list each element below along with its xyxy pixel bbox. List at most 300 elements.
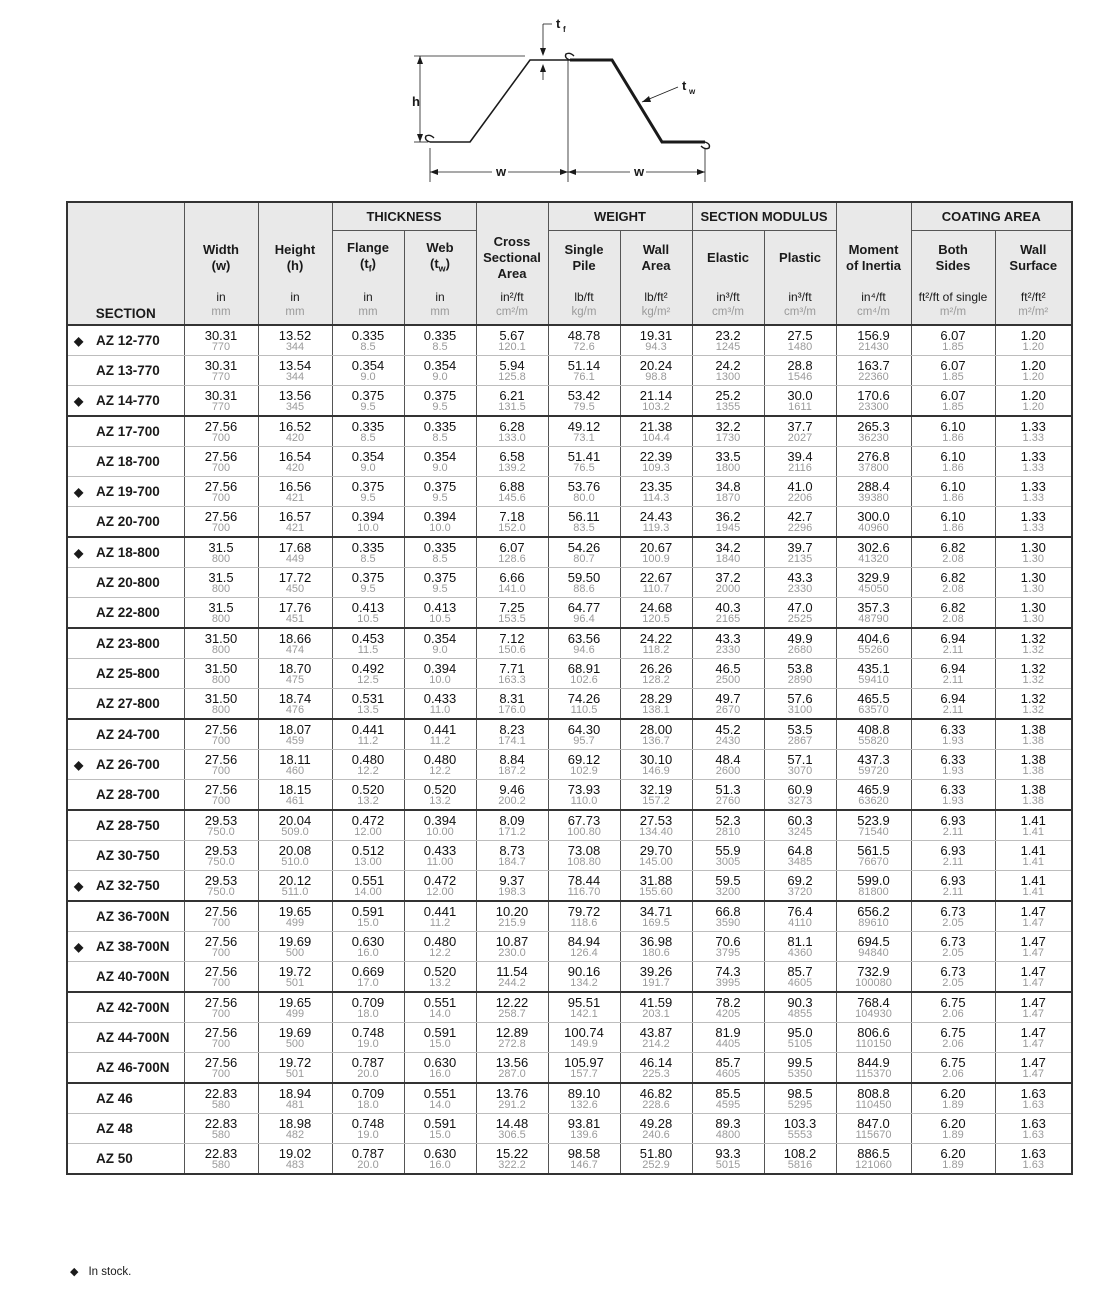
metric-value: 1.93 — [942, 734, 964, 747]
metric-value: 240.6 — [642, 1128, 670, 1141]
value-cell — [836, 810, 911, 841]
imperial-value: 47.0 — [787, 599, 813, 615]
value-cell — [332, 416, 404, 447]
value-cell — [836, 628, 911, 659]
imperial-value: 37.7 — [787, 418, 813, 434]
imperial-value: 0.394 — [423, 660, 457, 676]
column-unit-3 — [404, 285, 476, 325]
value-cell — [184, 598, 258, 629]
value-cell — [995, 386, 1072, 417]
metric-value: 4605 — [715, 1067, 741, 1080]
imperial-value: 24.22 — [639, 630, 673, 646]
metric-value: 134.2 — [570, 976, 598, 989]
value-cell — [548, 416, 620, 447]
metric-value: 1.33 — [1022, 521, 1044, 534]
value-cell — [184, 537, 258, 568]
value-cell — [258, 447, 332, 477]
value-cell — [995, 1053, 1072, 1084]
value-cell — [404, 477, 476, 507]
value-cell — [692, 1023, 764, 1053]
metric-value: 110.0 — [570, 794, 598, 807]
imperial-value: 1.47 — [1020, 963, 1046, 979]
imperial-value: 64.30 — [567, 721, 601, 737]
imperial-value: 27.56 — [204, 478, 238, 494]
value-cell — [184, 568, 258, 598]
value-cell — [548, 568, 620, 598]
imperial-value: 51.14 — [567, 357, 601, 373]
imperial-value: 0.630 — [423, 1145, 457, 1161]
imperial-value: 28.29 — [639, 690, 673, 706]
metric-value: 153.5 — [498, 612, 526, 625]
value-cell — [995, 992, 1072, 1023]
imperial-value: 28.8 — [787, 357, 813, 373]
section-name: AZ 44-700N — [96, 1030, 170, 1045]
metric-value: 2670 — [715, 703, 741, 716]
metric-value: 1.63 — [1022, 1128, 1044, 1141]
imperial-value: 7.71 — [499, 660, 525, 676]
sheet-pile-profile-diagram — [400, 18, 730, 186]
imperial-value: 0.520 — [351, 781, 385, 797]
imperial-value: 288.4 — [857, 478, 890, 494]
metric-value: 1.38 — [1022, 764, 1044, 777]
metric-value: 9.5 — [432, 582, 448, 595]
imperial-value: 0.472 — [423, 872, 457, 888]
imperial-value: 0.787 — [351, 1145, 385, 1161]
imperial-value: 6.66 — [499, 569, 525, 585]
value-cell — [911, 780, 995, 811]
metric-value: 2.06 — [942, 1067, 964, 1080]
value-cell — [764, 901, 836, 932]
section-name-cell — [67, 810, 184, 841]
metric-value: 1.33 — [1022, 491, 1044, 504]
section-name-cell — [67, 325, 184, 356]
section-name: AZ 13-770 — [96, 363, 160, 378]
imperial-value: 29.53 — [204, 872, 238, 888]
imperial-value: 20.67 — [639, 539, 673, 555]
value-cell — [692, 386, 764, 417]
metric-value: 1.47 — [1022, 1037, 1044, 1050]
imperial-value: 93.3 — [715, 1145, 741, 1161]
value-cell — [995, 780, 1072, 811]
imperial-value: 41.0 — [787, 478, 813, 494]
value-cell — [258, 416, 332, 447]
metric-value: 163.3 — [498, 673, 526, 686]
imperial-value: 156.9 — [857, 327, 890, 343]
value-cell — [184, 659, 258, 689]
metric-value: 1.30 — [1022, 582, 1044, 595]
imperial-value: 0.551 — [423, 1085, 457, 1101]
table-row — [67, 598, 1072, 629]
metric-value: 180.6 — [642, 946, 670, 959]
section-name-cell — [67, 477, 184, 507]
value-cell — [911, 810, 995, 841]
imperial-value: 13.56 — [495, 1054, 529, 1070]
metric-value: 2680 — [787, 643, 813, 656]
column-header-11 — [995, 231, 1072, 286]
imperial-value: 0.354 — [423, 357, 457, 373]
imperial-value: 85.7 — [715, 1054, 741, 1070]
metric-value: 115670 — [855, 1128, 892, 1141]
section-name-cell — [67, 1144, 184, 1175]
metric-value: 4360 — [787, 946, 813, 959]
value-cell — [476, 537, 548, 568]
imperial-value: 27.56 — [204, 963, 238, 979]
value-cell — [404, 719, 476, 750]
column-header-line1: Moment — [848, 241, 899, 257]
value-cell — [995, 325, 1072, 356]
imperial-value: 67.73 — [567, 812, 601, 828]
imperial-value: 0.354 — [423, 630, 457, 646]
value-cell — [404, 1083, 476, 1114]
imperial-value: 43.3 — [715, 630, 741, 646]
section-name-cell — [67, 1083, 184, 1114]
imperial-value: 60.9 — [787, 781, 813, 797]
metric-value: 476 — [285, 703, 305, 716]
imperial-value: 48.78 — [567, 327, 601, 343]
metric-value: 1480 — [787, 340, 813, 353]
imperial-value: 6.20 — [940, 1145, 966, 1161]
value-cell — [184, 325, 258, 356]
table-row — [67, 356, 1072, 386]
metric-value: 700 — [211, 734, 231, 747]
imperial-value: 0.472 — [351, 812, 385, 828]
metric-value: 110.5 — [570, 703, 598, 716]
imperial-value: 523.9 — [857, 812, 890, 828]
metric-value: 1.86 — [942, 431, 964, 444]
value-cell — [620, 1023, 692, 1053]
metric-value: 12.2 — [429, 764, 451, 777]
value-cell — [764, 568, 836, 598]
web-thickness-subscript: w — [689, 87, 696, 96]
metric-value: 1800 — [715, 461, 741, 474]
imperial-value: 1.20 — [1020, 357, 1046, 373]
metric-value: 10.0 — [429, 521, 451, 534]
imperial-value: 0.335 — [423, 418, 457, 434]
imperial-value: 886.5 — [857, 1145, 890, 1161]
value-cell — [836, 962, 911, 993]
value-cell — [258, 871, 332, 902]
metric-value: 2.08 — [942, 552, 964, 565]
unit-metric: mm — [430, 305, 450, 318]
value-cell — [764, 689, 836, 720]
value-cell — [404, 659, 476, 689]
value-cell — [184, 750, 258, 780]
metric-value: 128.2 — [642, 673, 670, 686]
metric-value: 18.0 — [357, 1098, 379, 1111]
section-name: AZ 19-700 — [96, 483, 160, 499]
imperial-value: 0.630 — [351, 933, 385, 949]
metric-value: 120.5 — [642, 612, 670, 625]
imperial-value: 10.20 — [495, 903, 529, 919]
metric-value: 499 — [285, 916, 305, 929]
value-cell — [184, 447, 258, 477]
value-cell — [184, 810, 258, 841]
value-cell — [548, 780, 620, 811]
value-cell — [995, 719, 1072, 750]
metric-value: 3070 — [787, 764, 813, 777]
web-thickness-label: t — [682, 78, 687, 93]
imperial-value: 1.41 — [1020, 812, 1046, 828]
metric-value: 9.0 — [360, 370, 376, 383]
metric-value: 13.5 — [357, 703, 379, 716]
imperial-value: 6.10 — [940, 418, 966, 434]
metric-value: 12.2 — [357, 764, 379, 777]
metric-value: 22360 — [858, 370, 889, 383]
imperial-value: 49.7 — [715, 690, 741, 706]
imperial-value: 16.54 — [278, 448, 312, 464]
imperial-value: 0.709 — [351, 1085, 385, 1101]
metric-value: 2296 — [787, 521, 813, 534]
metric-value: 83.5 — [573, 521, 595, 534]
imperial-value: 73.93 — [567, 781, 601, 797]
imperial-value: 1.30 — [1020, 599, 1046, 615]
metric-value: 3720 — [787, 885, 813, 898]
metric-value: 700 — [211, 1067, 231, 1080]
unit-imperial: lb/ft — [574, 289, 594, 304]
metric-value: 770 — [211, 400, 231, 413]
value-cell — [476, 932, 548, 962]
imperial-value: 732.9 — [857, 963, 890, 979]
metric-value: 1.86 — [942, 461, 964, 474]
value-cell — [764, 447, 836, 477]
metric-value: 102.9 — [570, 764, 598, 777]
imperial-value: 99.5 — [787, 1054, 813, 1070]
section-name-cell — [67, 1114, 184, 1144]
value-cell — [836, 416, 911, 447]
imperial-value: 0.375 — [423, 387, 457, 403]
imperial-value: 0.520 — [423, 963, 457, 979]
imperial-value: 0.748 — [351, 1115, 385, 1131]
metric-value: 2600 — [715, 764, 741, 777]
value-cell — [620, 750, 692, 780]
imperial-value: 22.83 — [204, 1145, 238, 1161]
value-cell — [184, 1053, 258, 1084]
in-stock-diamond-icon: ◆ — [74, 878, 84, 893]
imperial-value: 31.88 — [639, 872, 673, 888]
value-cell — [911, 356, 995, 386]
metric-value: 500 — [285, 946, 305, 959]
metric-value: 225.3 — [642, 1067, 670, 1080]
imperial-value: 42.7 — [787, 508, 813, 524]
value-cell — [184, 507, 258, 538]
section-name: AZ 22-800 — [96, 605, 160, 620]
imperial-value: 69.2 — [787, 872, 813, 888]
imperial-value: 694.5 — [857, 933, 890, 949]
table-row — [67, 901, 1072, 932]
value-cell — [692, 750, 764, 780]
metric-value: 3273 — [787, 794, 813, 807]
value-cell — [548, 386, 620, 417]
metric-value: 2.05 — [942, 916, 964, 929]
value-cell — [764, 598, 836, 629]
imperial-value: 0.335 — [423, 539, 457, 555]
imperial-value: 1.63 — [1020, 1085, 1046, 1101]
imperial-value: 18.66 — [278, 630, 312, 646]
imperial-value: 1.32 — [1020, 660, 1046, 676]
imperial-value: 59.5 — [715, 872, 741, 888]
value-cell — [258, 719, 332, 750]
imperial-value: 43.3 — [787, 569, 813, 585]
value-cell — [258, 477, 332, 507]
metric-value: 2165 — [715, 612, 741, 625]
table-row — [67, 447, 1072, 477]
value-cell — [995, 901, 1072, 932]
value-cell — [995, 962, 1072, 993]
metric-value: 1245 — [715, 340, 741, 353]
imperial-value: 808.8 — [857, 1085, 890, 1101]
column-header-line1: Web — [426, 239, 454, 255]
metric-value: 10.0 — [357, 521, 379, 534]
value-cell — [548, 659, 620, 689]
imperial-value: 329.9 — [857, 569, 890, 585]
value-cell — [836, 356, 911, 386]
imperial-value: 6.75 — [940, 1024, 966, 1040]
metric-value: 1.47 — [1022, 1007, 1044, 1020]
imperial-value: 1.47 — [1020, 994, 1046, 1010]
imperial-value: 49.28 — [639, 1115, 673, 1131]
column-header-subscript: f — [368, 263, 372, 274]
table-body — [67, 325, 1072, 1174]
section-name: AZ 38-700N — [96, 938, 170, 954]
metric-value: 141.0 — [498, 582, 526, 595]
value-cell — [764, 537, 836, 568]
metric-value: 1.20 — [1022, 370, 1044, 383]
metric-value: 800 — [211, 552, 231, 565]
section-name: AZ 28-750 — [96, 818, 160, 833]
imperial-value: 27.56 — [204, 1024, 238, 1040]
value-cell — [404, 689, 476, 720]
metric-value: 2.11 — [942, 885, 964, 898]
imperial-value: 1.38 — [1020, 721, 1046, 737]
unit-imperial: in — [216, 289, 226, 304]
value-cell — [764, 477, 836, 507]
metric-value: 1300 — [715, 370, 741, 383]
metric-value: 2.05 — [942, 976, 964, 989]
section-name: AZ 28-700 — [96, 787, 160, 802]
value-cell — [548, 598, 620, 629]
metric-value: 2525 — [787, 612, 813, 625]
width-label-right: w — [634, 164, 645, 179]
imperial-value: 27.56 — [204, 781, 238, 797]
unit-imperial: in²/ft — [500, 289, 524, 304]
imperial-value: 46.14 — [639, 1054, 673, 1070]
unit-metric: m²/m — [939, 305, 967, 318]
imperial-value: 27.56 — [204, 751, 238, 767]
value-cell — [258, 932, 332, 962]
metric-value: 13.2 — [429, 976, 451, 989]
value-cell — [404, 1114, 476, 1144]
imperial-value: 19.69 — [278, 1024, 312, 1040]
metric-value: 700 — [211, 794, 231, 807]
metric-value: 1611 — [788, 400, 812, 413]
table-row — [67, 780, 1072, 811]
metric-value: 510.0 — [281, 855, 309, 868]
value-cell — [404, 750, 476, 780]
section-column-header: SECTION — [67, 285, 184, 325]
metric-value: 2810 — [715, 825, 741, 838]
metric-value: 1.32 — [1022, 703, 1044, 716]
value-cell — [911, 1144, 995, 1175]
value-cell — [764, 1053, 836, 1084]
imperial-value: 0.375 — [423, 569, 457, 585]
value-cell — [476, 1114, 548, 1144]
metric-value: 72.6 — [573, 340, 595, 353]
value-cell — [184, 1023, 258, 1053]
unit-metric: cm²/m — [496, 305, 528, 318]
value-cell — [911, 750, 995, 780]
imperial-value: 22.83 — [204, 1115, 238, 1131]
metric-value: 580 — [211, 1098, 231, 1111]
imperial-value: 32.2 — [715, 418, 741, 434]
value-cell — [692, 1114, 764, 1144]
metric-value: 11.2 — [429, 734, 451, 747]
value-cell — [184, 689, 258, 720]
metric-value: 421 — [285, 491, 305, 504]
value-cell — [692, 1053, 764, 1084]
value-cell — [620, 537, 692, 568]
sheet-pile-spec-table — [66, 201, 1073, 1175]
in-stock-diamond-icon: ◆ — [74, 757, 84, 772]
value-cell — [620, 325, 692, 356]
imperial-value: 0.787 — [351, 1054, 385, 1070]
value-cell — [404, 386, 476, 417]
imperial-value: 64.8 — [787, 842, 813, 858]
imperial-value: 20.12 — [278, 872, 312, 888]
metric-value: 18.0 — [357, 1007, 379, 1020]
metric-value: 2.08 — [942, 612, 964, 625]
metric-value: 800 — [211, 673, 231, 686]
metric-value: 9.0 — [360, 461, 376, 474]
imperial-value: 49.12 — [567, 418, 601, 434]
metric-value: 2.11 — [942, 703, 964, 716]
column-header-line1: Wall — [642, 242, 670, 257]
height-label: h — [412, 94, 420, 109]
value-cell — [548, 962, 620, 993]
imperial-value: 16.57 — [278, 508, 312, 524]
value-cell — [476, 992, 548, 1023]
metric-value: 145.00 — [639, 855, 673, 868]
imperial-value: 6.20 — [940, 1115, 966, 1131]
metric-value: 449 — [285, 552, 305, 565]
metric-value: 120.1 — [498, 340, 526, 353]
value-cell — [258, 962, 332, 993]
metric-value: 1.32 — [1022, 643, 1044, 656]
metric-value: 81800 — [858, 885, 889, 898]
metric-value: 1945 — [715, 521, 741, 534]
metric-value: 115370 — [855, 1067, 892, 1080]
imperial-value: 13.52 — [278, 327, 312, 343]
metric-value: 700 — [211, 1037, 231, 1050]
metric-value: 14.0 — [429, 1098, 451, 1111]
value-cell — [184, 416, 258, 447]
imperial-value: 24.2 — [715, 357, 741, 373]
section-name: AZ 17-700 — [96, 424, 160, 439]
imperial-value: 56.11 — [568, 508, 600, 524]
metric-value: 9.5 — [360, 582, 376, 595]
value-cell — [620, 841, 692, 871]
value-cell — [836, 325, 911, 356]
metric-value: 700 — [211, 431, 231, 444]
metric-value: 501 — [285, 976, 305, 989]
value-cell — [184, 871, 258, 902]
imperial-value: 1.47 — [1020, 903, 1046, 919]
metric-value: 1.47 — [1022, 1067, 1044, 1080]
imperial-value: 31.5 — [208, 599, 234, 615]
imperial-value: 103.3 — [783, 1115, 817, 1131]
imperial-value: 41.59 — [639, 994, 673, 1010]
metric-value: 14.00 — [354, 885, 382, 898]
value-cell — [620, 598, 692, 629]
